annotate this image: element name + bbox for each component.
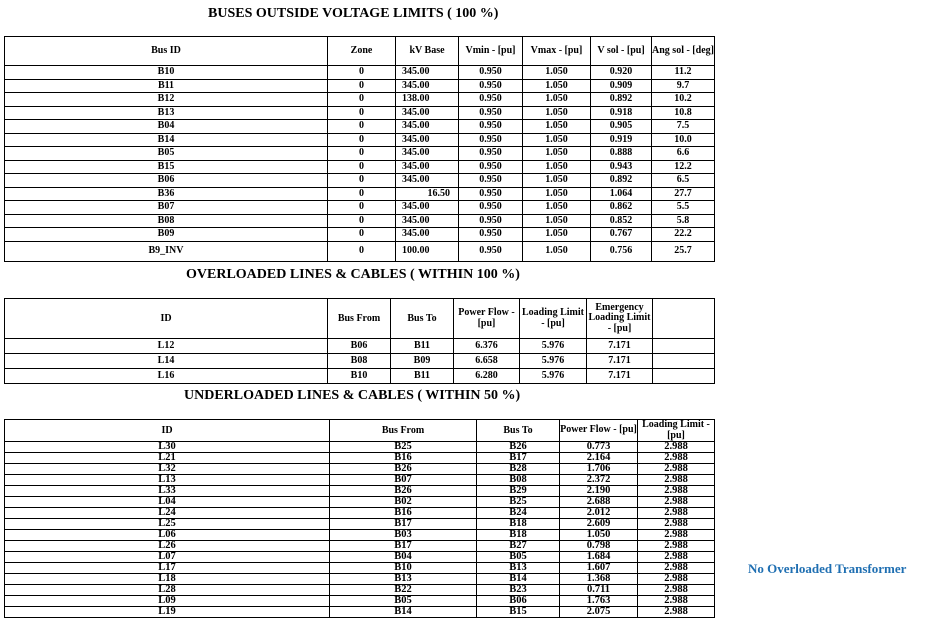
table-cell: 2.075 bbox=[560, 607, 638, 618]
col-emergency-limit: Emergency Loading Limit - [pu] bbox=[587, 299, 653, 339]
table-cell: L28 bbox=[5, 585, 330, 596]
table-cell: B10 bbox=[5, 66, 328, 80]
table-cell: 7.171 bbox=[587, 354, 653, 369]
table-cell: B15 bbox=[5, 160, 328, 174]
table-cell: 2.988 bbox=[638, 497, 715, 508]
table-cell: L26 bbox=[5, 541, 330, 552]
table-cell: 1.050 bbox=[523, 214, 591, 228]
table-cell: B02 bbox=[330, 497, 477, 508]
table-cell: B08 bbox=[328, 354, 391, 369]
table-cell: 7.171 bbox=[587, 369, 653, 384]
table-cell: B17 bbox=[477, 453, 560, 464]
table-cell: 2.988 bbox=[638, 519, 715, 530]
table-cell: 0.950 bbox=[459, 147, 523, 161]
table-cell: 345.00 bbox=[396, 174, 459, 188]
table-row bbox=[5, 369, 715, 384]
table-cell: 2.988 bbox=[638, 453, 715, 464]
table-cell: B9_INV bbox=[5, 241, 328, 261]
col-loading-limit: Loading Limit - [pu] bbox=[638, 420, 715, 442]
table-cell: 0.756 bbox=[591, 241, 652, 261]
table-row bbox=[5, 464, 715, 475]
table-row bbox=[5, 519, 715, 530]
table-cell: B25 bbox=[477, 497, 560, 508]
table-cell: B16 bbox=[330, 453, 477, 464]
table-cell: B03 bbox=[330, 530, 477, 541]
col-id: ID bbox=[5, 420, 330, 442]
table-cell: 7.5 bbox=[652, 120, 715, 134]
table-cell: 0.711 bbox=[560, 585, 638, 596]
table-cell: 5.8 bbox=[652, 214, 715, 228]
table-cell: B27 bbox=[477, 541, 560, 552]
table-cell: B04 bbox=[330, 552, 477, 563]
table-cell: 0 bbox=[328, 201, 396, 215]
col-id: ID bbox=[5, 299, 328, 339]
table-cell: 5.976 bbox=[520, 354, 587, 369]
table-cell: B36 bbox=[5, 187, 328, 201]
table-cell: L12 bbox=[5, 339, 328, 354]
table-row bbox=[5, 596, 715, 607]
table-cell: 0 bbox=[328, 120, 396, 134]
table-cell: 2.012 bbox=[560, 508, 638, 519]
table-cell: B26 bbox=[330, 464, 477, 475]
table-cell: B11 bbox=[391, 339, 454, 354]
overloaded-table bbox=[4, 298, 715, 384]
table-cell: 1.050 bbox=[560, 530, 638, 541]
table-cell: B18 bbox=[477, 530, 560, 541]
underloaded-title: UNDERLOADED LINES & CABLES ( WITHIN 50 %) bbox=[184, 388, 521, 403]
table-cell: 2.988 bbox=[638, 475, 715, 486]
table-cell: B18 bbox=[477, 519, 560, 530]
table-cell: L30 bbox=[5, 442, 330, 453]
table-cell: 0 bbox=[328, 187, 396, 201]
table-cell: 0 bbox=[328, 160, 396, 174]
col-loading-limit: Loading Limit - [pu] bbox=[520, 299, 587, 339]
table-row bbox=[5, 228, 715, 242]
table-cell: 0 bbox=[328, 93, 396, 107]
table-cell-empty bbox=[653, 354, 715, 369]
table-cell: 10.8 bbox=[652, 106, 715, 120]
table-cell: 1.050 bbox=[523, 228, 591, 242]
table-cell: B25 bbox=[330, 442, 477, 453]
table-cell: 2.988 bbox=[638, 442, 715, 453]
table-cell: 0.852 bbox=[591, 214, 652, 228]
col-empty bbox=[653, 299, 715, 339]
col-vsol: V sol - [pu] bbox=[591, 37, 652, 66]
table-cell: 345.00 bbox=[396, 120, 459, 134]
buses-title: BUSES OUTSIDE VOLTAGE LIMITS ( 100 %) bbox=[208, 6, 499, 21]
table-cell: 1.050 bbox=[523, 93, 591, 107]
table-row bbox=[5, 201, 715, 215]
table-cell: 7.171 bbox=[587, 339, 653, 354]
table-cell: 0 bbox=[328, 147, 396, 161]
table-cell: 1.050 bbox=[523, 120, 591, 134]
table-cell: 0 bbox=[328, 133, 396, 147]
table-cell: B09 bbox=[5, 228, 328, 242]
col-bus-to: Bus To bbox=[391, 299, 454, 339]
table-cell: L18 bbox=[5, 574, 330, 585]
table-cell: 0.798 bbox=[560, 541, 638, 552]
underloaded-header-row bbox=[5, 420, 715, 442]
table-cell: 0.950 bbox=[459, 133, 523, 147]
table-row bbox=[5, 160, 715, 174]
table-cell: 0 bbox=[328, 228, 396, 242]
table-cell: L19 bbox=[5, 607, 330, 618]
table-cell: 2.988 bbox=[638, 563, 715, 574]
table-cell: 0.950 bbox=[459, 106, 523, 120]
table-cell: 2.988 bbox=[638, 607, 715, 618]
table-cell: B05 bbox=[330, 596, 477, 607]
table-cell: 0.892 bbox=[591, 93, 652, 107]
table-cell: B14 bbox=[330, 607, 477, 618]
table-cell: B09 bbox=[391, 354, 454, 369]
table-row bbox=[5, 93, 715, 107]
table-cell: 345.00 bbox=[396, 147, 459, 161]
table-cell: 0.950 bbox=[459, 228, 523, 242]
col-vmax: Vmax - [pu] bbox=[523, 37, 591, 66]
table-cell: 2.988 bbox=[638, 585, 715, 596]
table-row bbox=[5, 354, 715, 369]
table-cell: 0.950 bbox=[459, 160, 523, 174]
table-cell: 6.6 bbox=[652, 147, 715, 161]
table-row bbox=[5, 66, 715, 80]
table-cell: 0.909 bbox=[591, 79, 652, 93]
table-cell: 2.372 bbox=[560, 475, 638, 486]
table-row bbox=[5, 106, 715, 120]
table-row bbox=[5, 508, 715, 519]
col-power-flow: Power Flow - [pu] bbox=[560, 420, 638, 442]
table-cell: L32 bbox=[5, 464, 330, 475]
table-cell: 2.988 bbox=[638, 508, 715, 519]
buses-table-body bbox=[5, 66, 715, 262]
table-cell: B07 bbox=[5, 201, 328, 215]
buses-header-row bbox=[5, 37, 715, 66]
table-cell: 25.7 bbox=[652, 241, 715, 261]
table-cell: 0.950 bbox=[459, 214, 523, 228]
table-cell: 345.00 bbox=[396, 79, 459, 93]
table-cell: 0.862 bbox=[591, 201, 652, 215]
table-cell: B08 bbox=[5, 214, 328, 228]
table-cell: 0.950 bbox=[459, 93, 523, 107]
table-cell: 0.950 bbox=[459, 201, 523, 215]
table-cell: B29 bbox=[477, 486, 560, 497]
table-row bbox=[5, 241, 715, 261]
table-cell: 6.280 bbox=[454, 369, 520, 384]
table-cell: 2.190 bbox=[560, 486, 638, 497]
table-cell: 2.988 bbox=[638, 464, 715, 475]
table-cell: 0.773 bbox=[560, 442, 638, 453]
table-cell: 1.050 bbox=[523, 133, 591, 147]
table-cell: B23 bbox=[477, 585, 560, 596]
table-cell: B14 bbox=[5, 133, 328, 147]
col-bus-to: Bus To bbox=[477, 420, 560, 442]
table-cell: 2.988 bbox=[638, 574, 715, 585]
table-row bbox=[5, 79, 715, 93]
table-cell: B22 bbox=[330, 585, 477, 596]
table-cell: 1.684 bbox=[560, 552, 638, 563]
table-cell: 22.2 bbox=[652, 228, 715, 242]
col-bus-id: Bus ID bbox=[5, 37, 328, 66]
col-vmin: Vmin - [pu] bbox=[459, 37, 523, 66]
table-row bbox=[5, 120, 715, 134]
table-cell: 5.976 bbox=[520, 369, 587, 384]
table-cell: 345.00 bbox=[396, 66, 459, 80]
table-cell: 11.2 bbox=[652, 66, 715, 80]
table-cell: L04 bbox=[5, 497, 330, 508]
table-cell: B06 bbox=[477, 596, 560, 607]
table-cell: B12 bbox=[5, 93, 328, 107]
table-cell: B26 bbox=[330, 486, 477, 497]
table-row bbox=[5, 442, 715, 453]
table-cell: 345.00 bbox=[396, 214, 459, 228]
table-cell: 1.050 bbox=[523, 66, 591, 80]
table-cell: 5.5 bbox=[652, 201, 715, 215]
underloaded-table-body bbox=[5, 442, 715, 618]
table-cell: 1.050 bbox=[523, 174, 591, 188]
table-cell: B05 bbox=[5, 147, 328, 161]
table-cell: 0.950 bbox=[459, 79, 523, 93]
table-cell: 6.376 bbox=[454, 339, 520, 354]
table-cell: 1.763 bbox=[560, 596, 638, 607]
table-cell: 9.7 bbox=[652, 79, 715, 93]
table-cell: L14 bbox=[5, 354, 328, 369]
table-cell: 1.607 bbox=[560, 563, 638, 574]
table-cell: L25 bbox=[5, 519, 330, 530]
table-row bbox=[5, 541, 715, 552]
table-row bbox=[5, 563, 715, 574]
table-cell: B28 bbox=[477, 464, 560, 475]
table-cell: B13 bbox=[477, 563, 560, 574]
table-cell: 2.988 bbox=[638, 596, 715, 607]
table-cell: 345.00 bbox=[396, 133, 459, 147]
table-row bbox=[5, 187, 715, 201]
table-cell: 0.950 bbox=[459, 174, 523, 188]
table-cell: 0 bbox=[328, 241, 396, 261]
col-zone: Zone bbox=[328, 37, 396, 66]
table-cell: 27.7 bbox=[652, 187, 715, 201]
table-cell: 138.00 bbox=[396, 93, 459, 107]
no-overloaded-transformer-note: No Overloaded Transformer bbox=[748, 561, 907, 576]
table-cell: 100.00 bbox=[396, 241, 459, 261]
table-cell: 6.5 bbox=[652, 174, 715, 188]
table-cell: 0.950 bbox=[459, 241, 523, 261]
table-cell: B07 bbox=[330, 475, 477, 486]
table-row bbox=[5, 530, 715, 541]
col-power-flow: Power Flow - [pu] bbox=[454, 299, 520, 339]
table-cell: 0.950 bbox=[459, 66, 523, 80]
table-cell: B11 bbox=[5, 79, 328, 93]
table-cell: 2.988 bbox=[638, 552, 715, 563]
table-cell: 0.892 bbox=[591, 174, 652, 188]
table-row bbox=[5, 453, 715, 464]
table-cell: B11 bbox=[391, 369, 454, 384]
table-row bbox=[5, 585, 715, 596]
table-cell: 1.050 bbox=[523, 106, 591, 120]
table-cell: 10.0 bbox=[652, 133, 715, 147]
table-cell: 6.658 bbox=[454, 354, 520, 369]
table-cell: B06 bbox=[5, 174, 328, 188]
table-cell: 0.943 bbox=[591, 160, 652, 174]
table-cell: B24 bbox=[477, 508, 560, 519]
table-cell: 5.976 bbox=[520, 339, 587, 354]
table-cell: 0.920 bbox=[591, 66, 652, 80]
table-cell: B17 bbox=[330, 519, 477, 530]
buses-table bbox=[4, 36, 715, 262]
table-row bbox=[5, 339, 715, 354]
table-row bbox=[5, 475, 715, 486]
underloaded-table bbox=[4, 419, 715, 618]
table-cell: L09 bbox=[5, 596, 330, 607]
overloaded-title: OVERLOADED LINES & CABLES ( WITHIN 100 %) bbox=[186, 267, 520, 282]
table-cell: B15 bbox=[477, 607, 560, 618]
table-row bbox=[5, 552, 715, 563]
table-cell-empty bbox=[653, 369, 715, 384]
table-cell: 2.609 bbox=[560, 519, 638, 530]
table-cell: 0.888 bbox=[591, 147, 652, 161]
table-cell: 1.050 bbox=[523, 241, 591, 261]
table-cell: B10 bbox=[330, 563, 477, 574]
table-cell: 10.2 bbox=[652, 93, 715, 107]
overloaded-table-body bbox=[5, 339, 715, 384]
col-bus-from: Bus From bbox=[330, 420, 477, 442]
table-cell: 0.905 bbox=[591, 120, 652, 134]
table-cell: 2.688 bbox=[560, 497, 638, 508]
table-cell: L33 bbox=[5, 486, 330, 497]
table-cell: 0.950 bbox=[459, 187, 523, 201]
col-bus-from: Bus From bbox=[328, 299, 391, 339]
table-cell: L17 bbox=[5, 563, 330, 574]
table-cell: B06 bbox=[328, 339, 391, 354]
table-cell: 0 bbox=[328, 66, 396, 80]
table-cell: 2.164 bbox=[560, 453, 638, 464]
table-row bbox=[5, 174, 715, 188]
table-cell: 2.988 bbox=[638, 541, 715, 552]
col-ang-sol: Ang sol - [deg] bbox=[652, 37, 715, 66]
table-cell: 1.368 bbox=[560, 574, 638, 585]
table-cell: B14 bbox=[477, 574, 560, 585]
table-row bbox=[5, 574, 715, 585]
table-cell: 0.918 bbox=[591, 106, 652, 120]
table-cell: 345.00 bbox=[396, 228, 459, 242]
table-row bbox=[5, 133, 715, 147]
table-cell: L24 bbox=[5, 508, 330, 519]
table-cell: 1.050 bbox=[523, 201, 591, 215]
table-cell: 1.050 bbox=[523, 187, 591, 201]
table-cell: 345.00 bbox=[396, 160, 459, 174]
table-cell: B13 bbox=[330, 574, 477, 585]
table-cell: 0 bbox=[328, 214, 396, 228]
table-row bbox=[5, 497, 715, 508]
table-cell: B05 bbox=[477, 552, 560, 563]
table-row bbox=[5, 214, 715, 228]
table-cell: 1.050 bbox=[523, 79, 591, 93]
table-cell: 16.50 bbox=[396, 187, 459, 201]
table-cell: L06 bbox=[5, 530, 330, 541]
table-cell: B17 bbox=[330, 541, 477, 552]
table-cell: B10 bbox=[328, 369, 391, 384]
table-cell: 0 bbox=[328, 79, 396, 93]
table-cell: 0.767 bbox=[591, 228, 652, 242]
table-cell: 345.00 bbox=[396, 201, 459, 215]
table-cell: 12.2 bbox=[652, 160, 715, 174]
table-cell: 0 bbox=[328, 106, 396, 120]
table-row bbox=[5, 147, 715, 161]
table-cell: B13 bbox=[5, 106, 328, 120]
table-cell: 2.988 bbox=[638, 486, 715, 497]
table-cell: B04 bbox=[5, 120, 328, 134]
table-cell: B16 bbox=[330, 508, 477, 519]
table-cell: 1.050 bbox=[523, 147, 591, 161]
table-cell-empty bbox=[653, 339, 715, 354]
table-cell: 0.950 bbox=[459, 120, 523, 134]
table-row bbox=[5, 607, 715, 618]
table-cell: B08 bbox=[477, 475, 560, 486]
table-cell: 2.988 bbox=[638, 530, 715, 541]
table-cell: B26 bbox=[477, 442, 560, 453]
table-cell: 0.919 bbox=[591, 133, 652, 147]
table-cell: 1.706 bbox=[560, 464, 638, 475]
table-cell: L16 bbox=[5, 369, 328, 384]
table-cell: L07 bbox=[5, 552, 330, 563]
table-cell: L13 bbox=[5, 475, 330, 486]
table-cell: 1.050 bbox=[523, 160, 591, 174]
col-kv-base: kV Base bbox=[396, 37, 459, 66]
table-cell: L21 bbox=[5, 453, 330, 464]
table-cell: 345.00 bbox=[396, 106, 459, 120]
table-cell: 0 bbox=[328, 174, 396, 188]
table-row bbox=[5, 486, 715, 497]
table-cell: 1.064 bbox=[591, 187, 652, 201]
overloaded-header-row bbox=[5, 299, 715, 339]
